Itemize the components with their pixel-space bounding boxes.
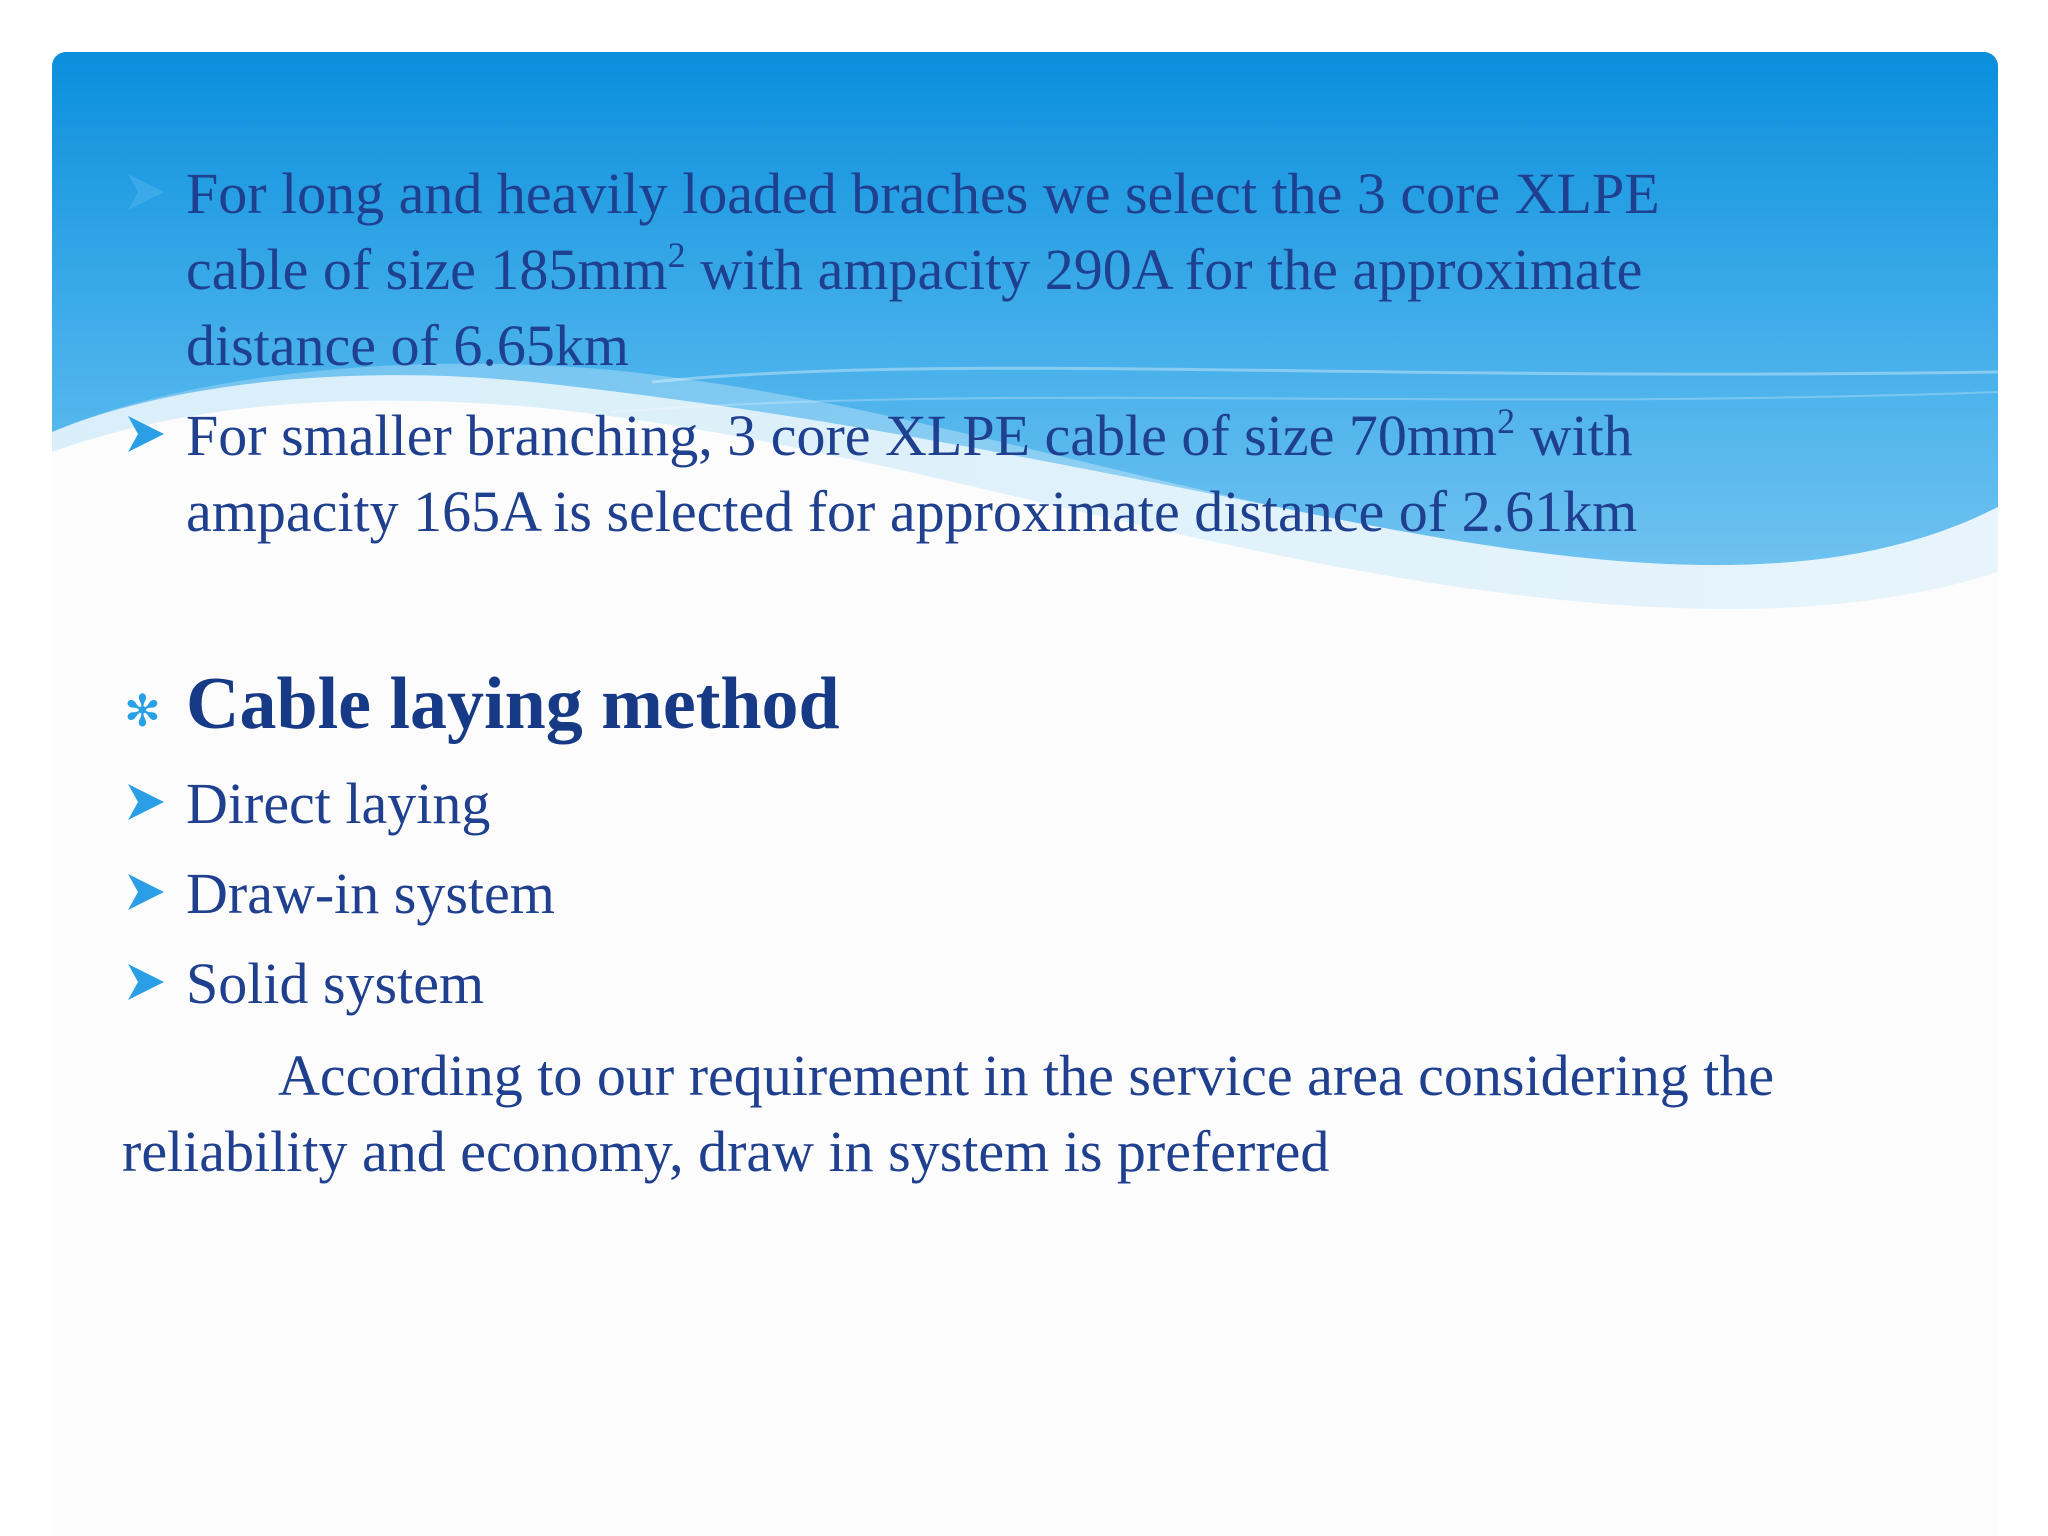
method-label: Draw-in system	[186, 861, 555, 926]
arrow-bullet-icon	[124, 780, 168, 824]
conclusion-paragraph	[122, 1038, 1942, 1190]
bullet-line: For smaller branching, 3 core XLPE cable of size 70mm	[186, 403, 1498, 468]
heading-text: Cable laying method	[186, 663, 840, 745]
bullet-text	[124, 156, 1884, 384]
bullet-line: ampacity 165A is selected for approximate distance of 2.61km	[186, 479, 1638, 544]
arrow-bullet-icon	[124, 412, 168, 456]
bullet-line: with	[1515, 403, 1633, 468]
method-item-draw-in	[124, 856, 555, 932]
bullet-text	[124, 398, 1884, 550]
arrow-bullet-icon	[124, 870, 168, 914]
method-label: Solid system	[186, 951, 485, 1016]
section-heading	[124, 658, 840, 750]
method-item-solid	[124, 946, 484, 1022]
method-label: Direct laying	[186, 771, 491, 836]
method-item-direct-laying	[124, 766, 490, 842]
superscript: 2	[1497, 401, 1516, 441]
bullet-smaller-branching	[124, 398, 1884, 550]
conclusion-line: reliability and economy, draw in system is preferred	[122, 1119, 1330, 1184]
bullet-line: For long and heavily loaded braches we select the 3 core XLPE	[186, 161, 1660, 226]
bullet-line: cable of size 185mm	[186, 237, 668, 302]
arrow-bullet-icon	[124, 170, 168, 214]
bullet-long-branches	[124, 156, 1884, 384]
asterisk-bullet-icon: ✻	[124, 686, 161, 737]
superscript: 2	[667, 235, 686, 275]
bullet-line: distance of 6.65km	[186, 313, 629, 378]
bullet-line: with ampacity 290A for the approximate	[685, 237, 1643, 302]
conclusion-line: According to our requirement in the service area considering the	[278, 1043, 1775, 1108]
arrow-bullet-icon	[124, 960, 168, 1004]
